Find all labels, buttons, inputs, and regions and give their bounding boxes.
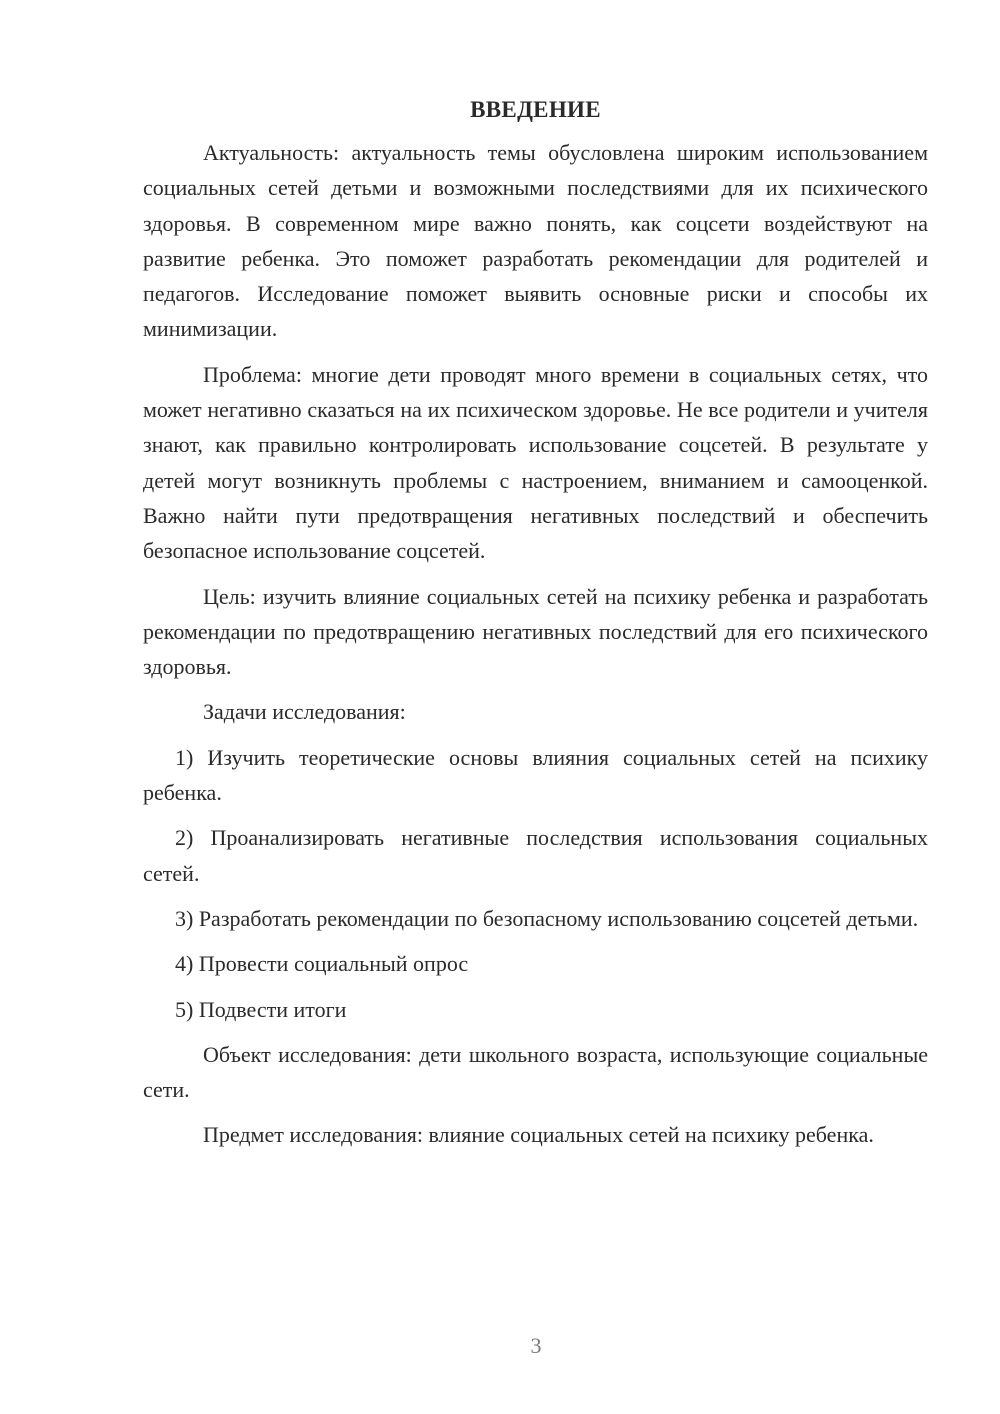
task-item-3: 3) Разработать рекомендации по безопасному использованию соцсетей детьми. xyxy=(175,905,919,931)
problem-paragraph: Проблема: многие дети проводят много времени в социальных сетях, что может негативно сказаться на их психическом здоровье. Не все родители и учителя знают, как правильно контролировать использование соцсетей. В результате у детей могут возникнуть проблемы с настроением, вниманием и самооценкой. Важно найти пути предотвращения негативных последствий и обеспечить безопасное использование соцсетей. xyxy=(143,361,928,564)
goal-paragraph: Цель: изучить влияние социальных сетей на психику ребенка и разработать рекомендации по предотвращению негативных последствий для его психического здоровья. xyxy=(143,583,928,680)
task-item-2: 2) Проанализировать негативные последствия использования социальных сетей. xyxy=(143,825,928,886)
task-item-1: 1) Изучить теоретические основы влияния социальных сетей на психику ребенка. xyxy=(143,744,928,806)
tasks-heading: Задачи исследования: xyxy=(203,699,406,725)
document-page xyxy=(143,92,928,1153)
relevance-paragraph: Актуальность: актуальность темы обусловлена широким использованием социальных сетей детьми и возможными последствиями для их психического здоровья. В современном мире важно понять, как соцсети воздействуют на развитие ребенка. Это поможет разработать рекомендации для родителей и педагогов. Исследование поможет выявить основные риски и способы их минимизации. xyxy=(143,140,928,342)
task-item-5: 5) Подвести итоги xyxy=(175,996,347,1022)
page-number: 3 xyxy=(530,1333,542,1358)
object-paragraph: Объект исследования: дети школьного возраста, использующие социальные сети. xyxy=(143,1041,928,1103)
subject-paragraph: Предмет исследования: влияние социальных сетей на психику ребенка. xyxy=(203,1122,874,1148)
section-title: ВВЕДЕНИЕ xyxy=(470,97,601,122)
task-item-4: 4) Провести социальный опрос xyxy=(175,951,469,977)
